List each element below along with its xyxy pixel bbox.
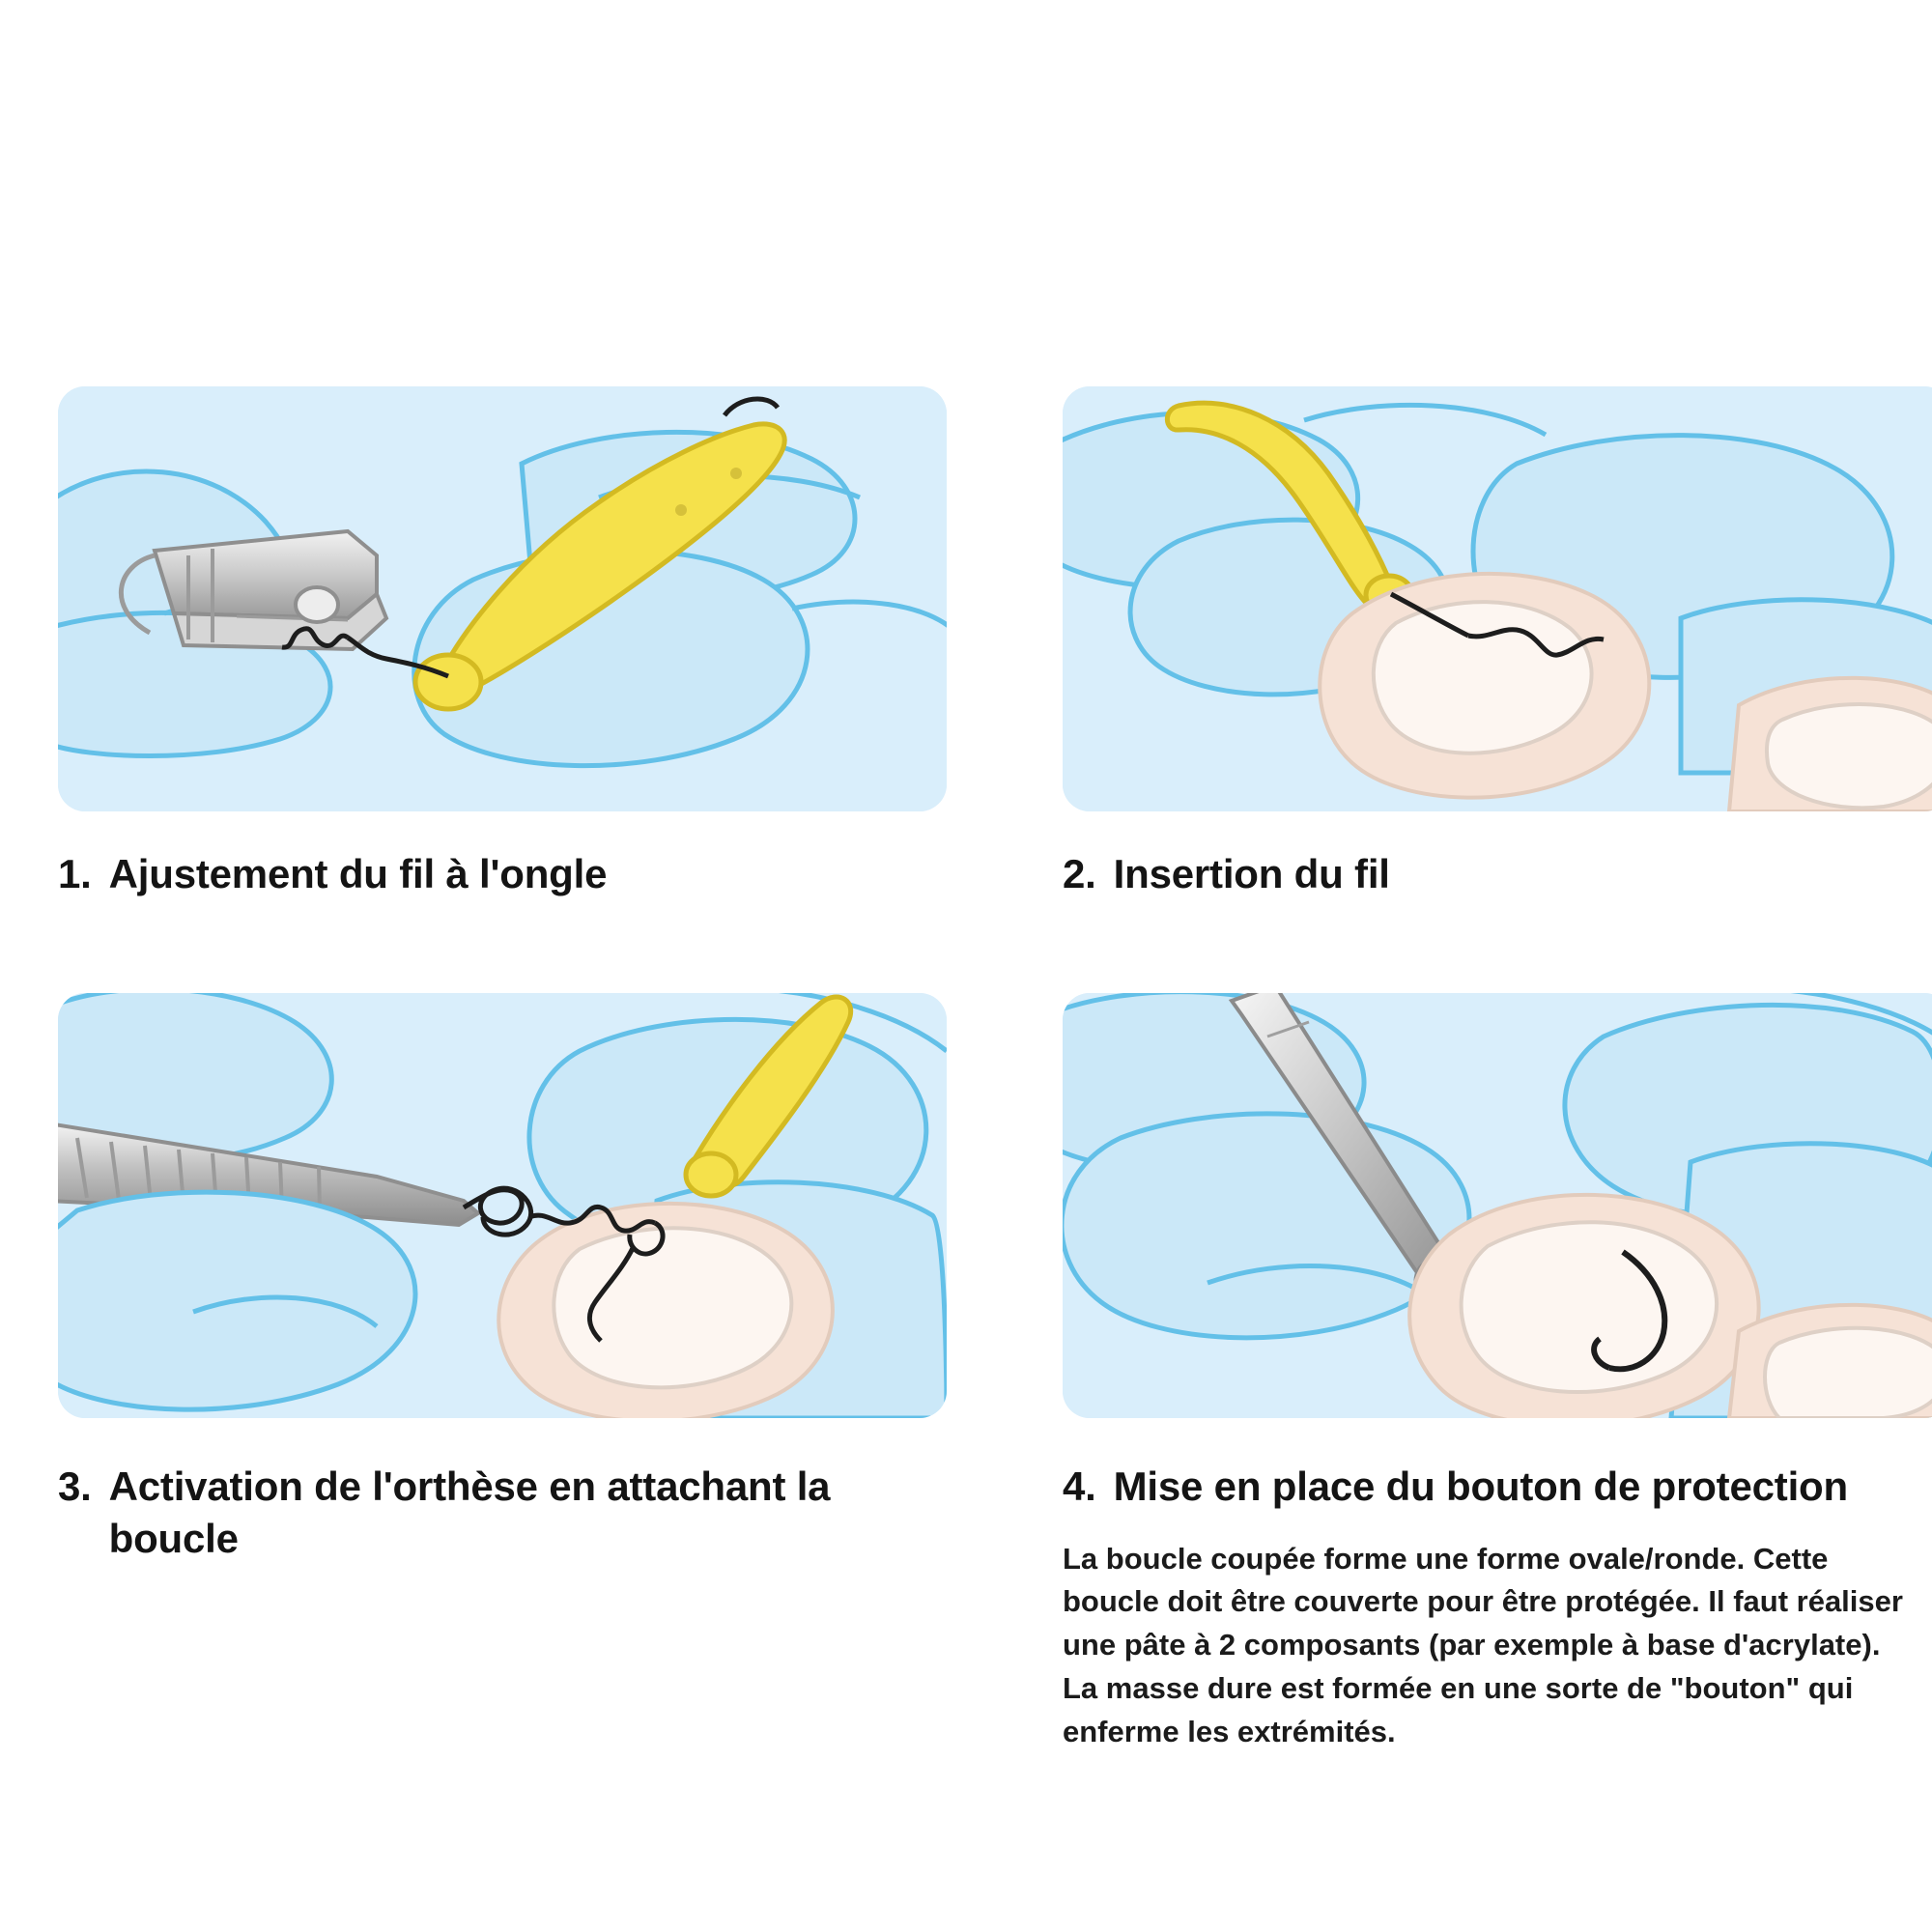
step-3-title: Activation de l'orthèse en attachant la boucle — [108, 1463, 831, 1561]
step-4-illustration — [1063, 993, 1932, 1418]
step-1-illustration — [58, 386, 947, 811]
step-4-body: La boucle coupée forme une forme ovale/ronde. Cette boucle doit être couverte pour être protégée. Il faut réaliser une pâte à 2 composants (par exemple à base d'acrylate). La masse dure est formée en une sorte de "bouton" qui enferme les extrémités. — [1063, 1541, 1903, 1749]
step-2-title: Insertion du fil — [1113, 851, 1390, 896]
step-3-caption — [58, 1461, 1043, 1565]
step-4-number: 4. — [1063, 1463, 1096, 1509]
step-2-caption — [1063, 848, 1932, 900]
step-2-number: 2. — [1063, 851, 1096, 896]
step-4-caption — [1063, 1461, 1932, 1513]
step-1-title: Ajustement du fil à l'ongle — [108, 851, 608, 896]
illustration-loop-activation — [58, 993, 947, 1418]
step-2-illustration — [1063, 386, 1932, 811]
step-4 — [1043, 993, 1932, 1754]
illustration-wire-fitting — [58, 386, 947, 811]
step-3 — [58, 993, 1043, 1754]
step-2 — [1043, 386, 1932, 900]
step-1 — [58, 386, 1043, 900]
steps-grid — [58, 386, 1903, 1754]
illustration-protective-button — [1063, 993, 1932, 1418]
illustration-wire-insertion — [1063, 386, 1932, 811]
step-4-title: Mise en place du bouton de protection — [1113, 1463, 1848, 1509]
step-3-illustration — [58, 993, 947, 1418]
step-1-caption — [58, 848, 1043, 900]
step-3-number: 3. — [58, 1463, 92, 1509]
step-1-number: 1. — [58, 851, 92, 896]
